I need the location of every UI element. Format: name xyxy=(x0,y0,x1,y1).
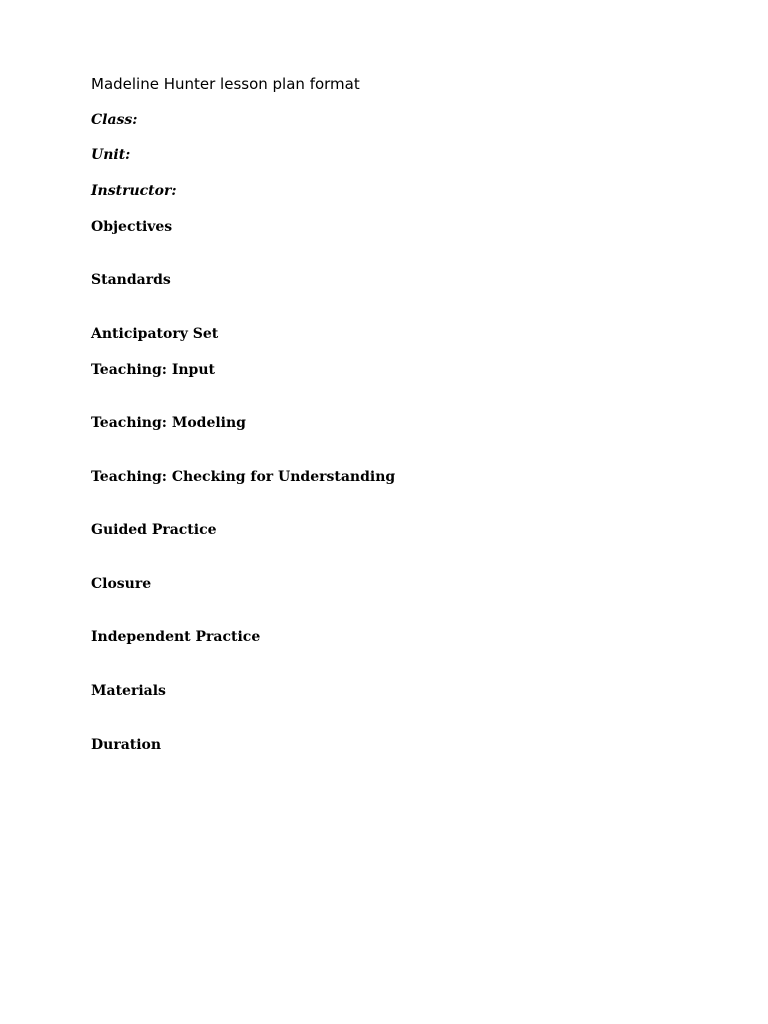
document-title: Madeline Hunter lesson plan format xyxy=(91,75,360,93)
section-independent-practice: Independent Practice xyxy=(91,629,261,645)
field-unit-label: Unit: xyxy=(91,147,131,163)
section-guided-practice: Guided Practice xyxy=(91,522,217,538)
section-teaching-checking-understanding: Teaching: Checking for Understanding xyxy=(91,469,396,485)
section-duration: Duration xyxy=(91,737,162,753)
section-teaching-input: Teaching: Input xyxy=(91,362,215,378)
section-objectives: Objectives xyxy=(91,219,173,235)
field-instructor-label: Instructor: xyxy=(91,183,177,199)
section-standards: Standards xyxy=(91,272,171,288)
section-anticipatory-set: Anticipatory Set xyxy=(91,326,219,342)
section-teaching-modeling: Teaching: Modeling xyxy=(91,415,246,431)
section-closure: Closure xyxy=(91,576,152,592)
field-class-label: Class: xyxy=(91,112,138,128)
section-materials: Materials xyxy=(91,683,166,699)
